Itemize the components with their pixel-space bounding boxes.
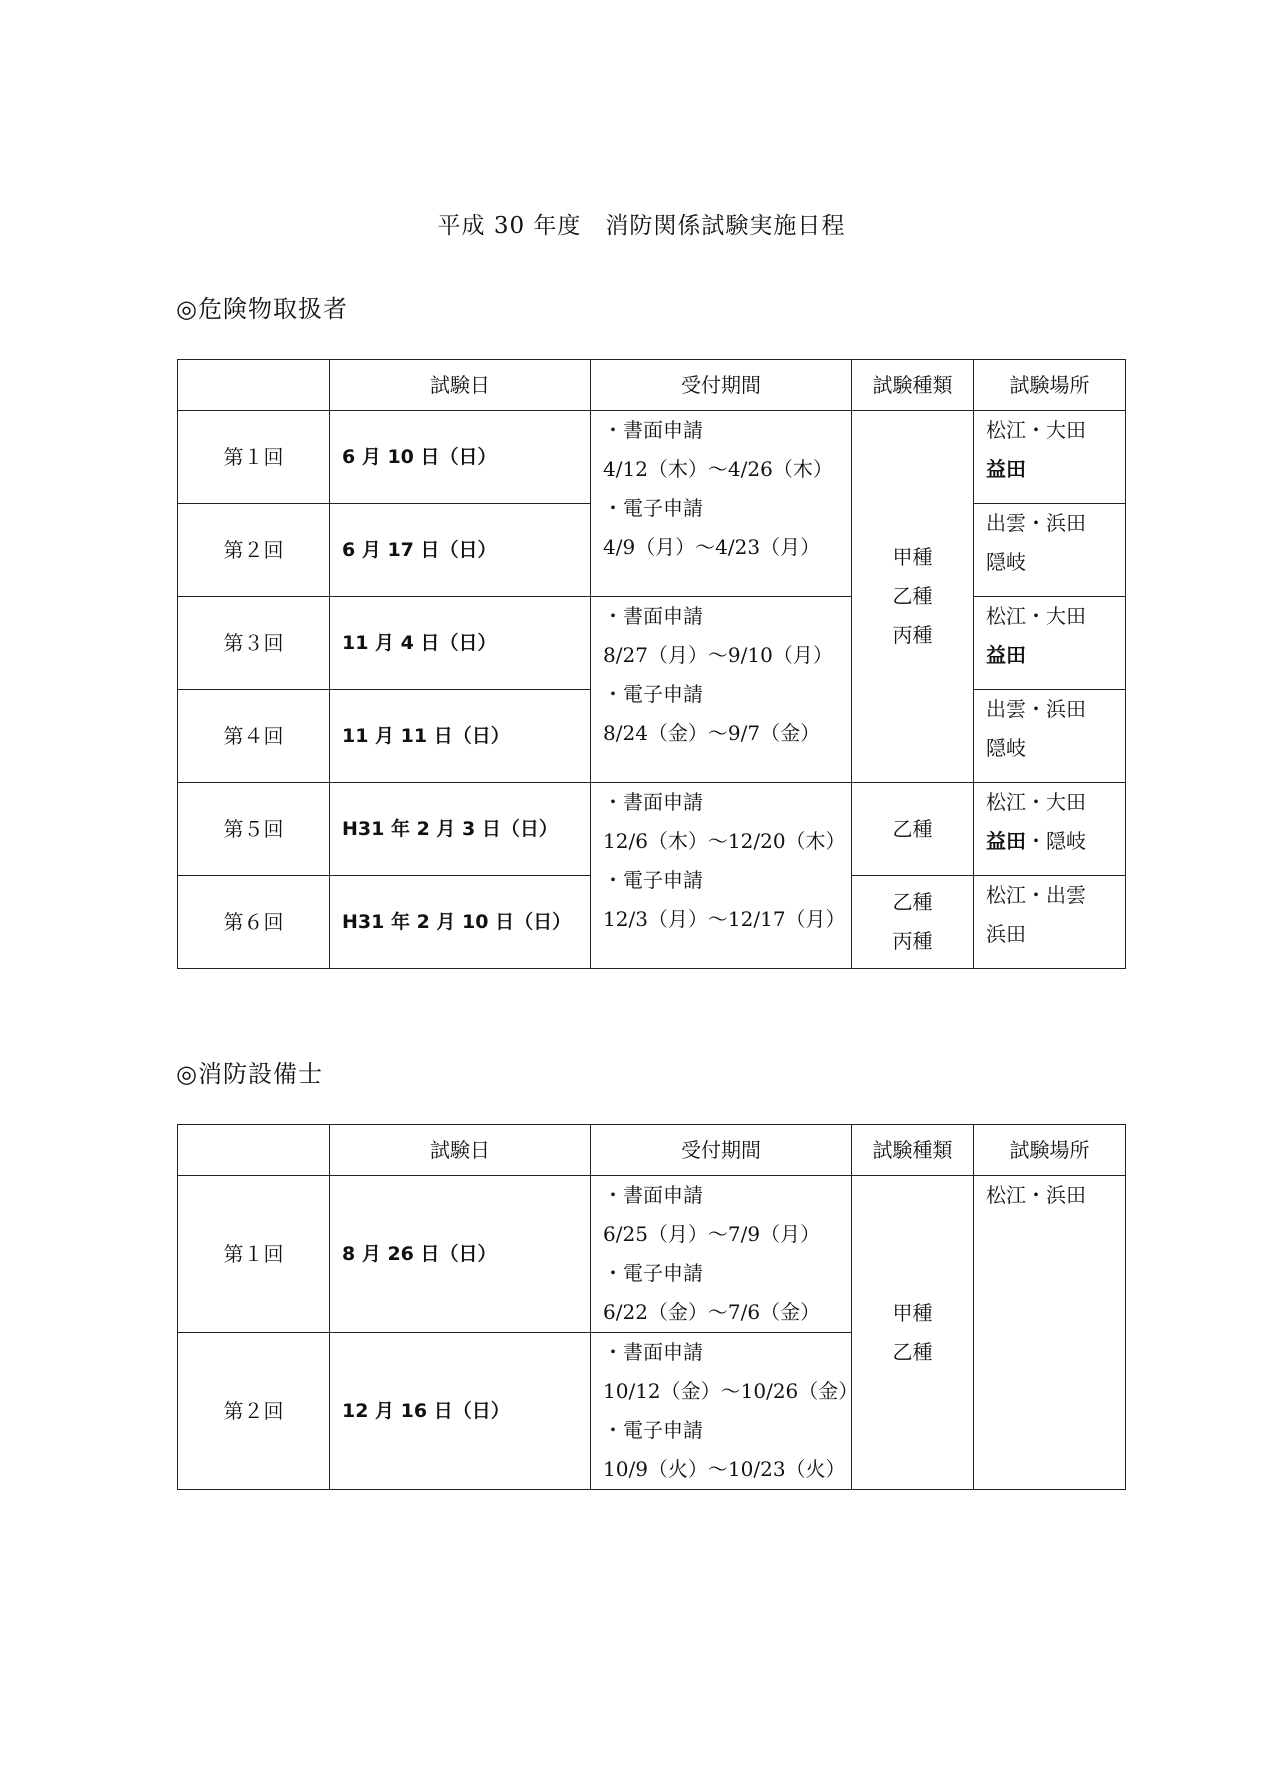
period-line: 4/9（月）～4/23（月） — [603, 535, 821, 559]
period-line: 10/12（金）～10/26（金） — [603, 1379, 859, 1403]
exam-location — [974, 783, 1126, 876]
exam-date: H31 年 2 月 10 日（日） — [330, 876, 591, 969]
header-application-period: 受付期間 — [591, 1125, 852, 1176]
table-row — [178, 1176, 1126, 1333]
period-line: ・電子申請 — [603, 868, 703, 892]
round-label: 第２回 — [178, 504, 330, 597]
period-line: ・電子申請 — [603, 1418, 703, 1442]
period-line: ・電子申請 — [603, 682, 703, 706]
location-line: 益田 — [986, 457, 1026, 481]
exam-location — [974, 411, 1126, 504]
header-exam-location: 試験場所 — [974, 1125, 1126, 1176]
period-line: 12/6（木）～12/20（木） — [603, 829, 846, 853]
location-line: 隠岐 — [986, 550, 1026, 574]
exam-type: 丙種 — [892, 929, 933, 953]
period-line: ・書面申請 — [603, 1340, 703, 1364]
location-line: 出雲・浜田 — [986, 697, 1086, 721]
exam-date: 8 月 26 日（日） — [330, 1176, 591, 1333]
period-line: 12/3（月）～12/17（月） — [603, 907, 846, 931]
period-line: 6/22（金）～7/6（金） — [603, 1300, 821, 1324]
exam-type: 乙種 — [892, 584, 933, 608]
header-exam-date: 試験日 — [330, 360, 591, 411]
exam-location — [974, 597, 1126, 690]
application-period — [591, 783, 852, 969]
table-row — [178, 783, 1126, 876]
header-exam-type: 試験種類 — [852, 1125, 974, 1176]
round-label: 第３回 — [178, 597, 330, 690]
period-line: ・書面申請 — [603, 790, 703, 814]
application-period — [591, 1176, 852, 1333]
header-blank — [178, 1125, 330, 1176]
header-exam-location: 試験場所 — [974, 360, 1126, 411]
exam-types — [852, 876, 974, 969]
period-line: ・電子申請 — [603, 496, 703, 520]
period-line: ・書面申請 — [603, 1183, 703, 1207]
round-label: 第５回 — [178, 783, 330, 876]
exam-location: 松江・浜田 — [974, 1176, 1126, 1490]
exam-date: 6 月 17 日（日） — [330, 504, 591, 597]
location-line: 隠岐 — [986, 736, 1026, 760]
period-line: 8/24（金）～9/7（金） — [603, 721, 821, 745]
exam-location — [974, 504, 1126, 597]
location-line: 松江・大田 — [986, 604, 1086, 628]
period-line: 4/12（木）～4/26（木） — [603, 457, 833, 481]
exam-date: 11 月 11 日（日） — [330, 690, 591, 783]
section-heading-hazmat: ◎危険物取扱者 — [176, 295, 348, 323]
exam-type: 甲種 — [892, 545, 933, 569]
exam-location — [974, 690, 1126, 783]
hazmat-schedule-table — [177, 359, 1126, 969]
period-line: ・書面申請 — [603, 418, 703, 442]
exam-date: 12 月 16 日（日） — [330, 1333, 591, 1490]
exam-type: 甲種 — [892, 1300, 933, 1325]
location-line: 松江・大田 — [986, 790, 1086, 814]
location-line: 松江・出雲 — [986, 883, 1086, 907]
exam-location — [974, 876, 1126, 969]
table-header-row — [178, 1125, 1126, 1176]
period-line: 6/25（月）～7/9（月） — [603, 1222, 821, 1246]
location-line — [986, 822, 1125, 861]
exam-date: H31 年 2 月 3 日（日） — [330, 783, 591, 876]
application-period — [591, 411, 852, 597]
section-heading-fire-equipment: ◎消防設備士 — [176, 1060, 323, 1088]
application-period — [591, 597, 852, 783]
round-label: 第６回 — [178, 876, 330, 969]
period-line: 8/27（月）～9/10（月） — [603, 643, 833, 667]
location-part: ・隠岐 — [1026, 829, 1086, 853]
table-header-row — [178, 360, 1126, 411]
header-exam-date: 試験日 — [330, 1125, 591, 1176]
application-period — [591, 1333, 859, 1490]
exam-date: 6 月 10 日（日） — [330, 411, 591, 504]
header-exam-type: 試験種類 — [852, 360, 974, 411]
exam-date: 11 月 4 日（日） — [330, 597, 591, 690]
exam-types — [852, 1176, 974, 1490]
exam-type: 乙種 — [892, 1339, 933, 1364]
location-line: 出雲・浜田 — [986, 511, 1086, 535]
table-row — [178, 597, 1126, 690]
exam-type: 乙種 — [892, 890, 933, 914]
round-label: 第１回 — [178, 411, 330, 504]
period-line: ・電子申請 — [603, 1261, 703, 1285]
location-line: 益田 — [986, 643, 1026, 667]
location-line: 浜田 — [986, 922, 1026, 946]
round-label: 第１回 — [178, 1176, 330, 1333]
location-bold-part: 益田 — [986, 829, 1026, 853]
round-label: 第２回 — [178, 1333, 330, 1490]
header-blank — [178, 360, 330, 411]
fire-equipment-schedule-table — [177, 1124, 1126, 1490]
period-line: ・書面申請 — [603, 604, 703, 628]
round-label: 第４回 — [178, 690, 330, 783]
exam-types — [852, 411, 974, 783]
period-line: 10/9（火）～10/23（火） — [603, 1457, 846, 1481]
exam-type: 乙種 — [852, 783, 974, 876]
header-application-period: 受付期間 — [591, 360, 852, 411]
table-row — [178, 411, 1126, 504]
exam-type: 丙種 — [892, 623, 933, 647]
location-line: 松江・大田 — [986, 418, 1086, 442]
page-title: 平成 30 年度 消防関係試験実施日程 — [437, 213, 846, 239]
